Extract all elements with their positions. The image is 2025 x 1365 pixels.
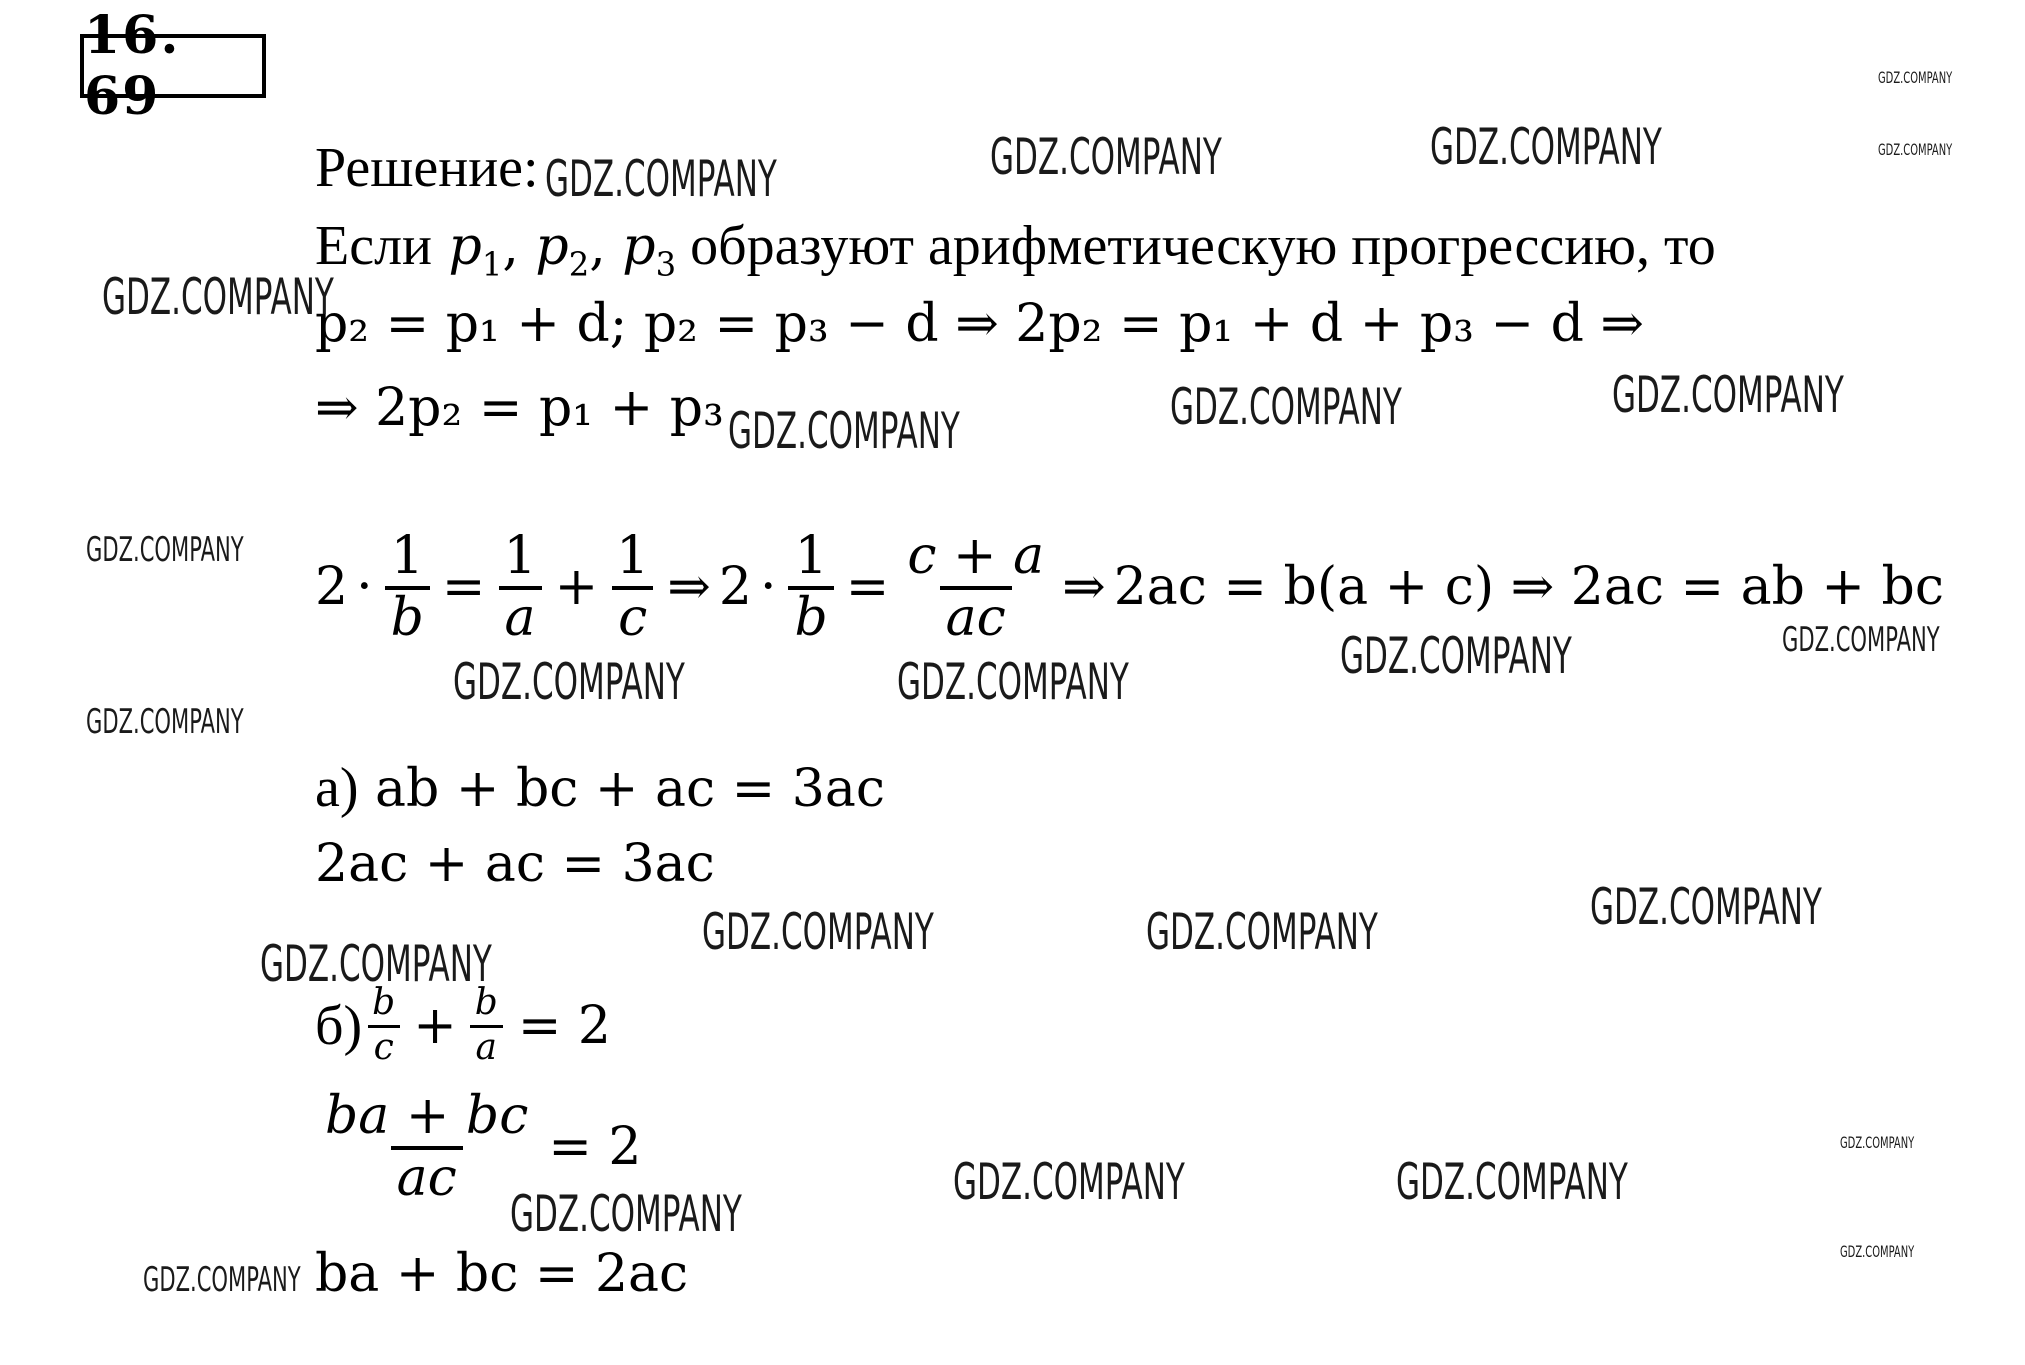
- watermark: GDZ.COMPANY: [1782, 620, 1940, 660]
- watermark: GDZ.COMPANY: [1170, 378, 1402, 436]
- watermark: GDZ.COMPANY: [545, 150, 777, 208]
- part-b-equation-1: б) $\frac{b}{c}$ + $\frac{b}{a}$ = 2: [315, 982, 611, 1068]
- fraction-ba-plus-bc-over-ac: $\frac{ba + bc}{ac}$: [325, 1086, 529, 1208]
- part-b-equation-3: ba + bc = 2ac: [315, 1244, 689, 1304]
- equation-line-3: ⇒ 2p₂ = p₁ + p₃: [315, 378, 724, 438]
- watermark: GDZ.COMPANY: [1590, 878, 1822, 936]
- fraction-c-plus-a-over-ac: $\frac{c + a}{ac}$: [907, 526, 1045, 648]
- watermark: GDZ.COMPANY: [702, 903, 934, 961]
- fraction-1-over-a: $\frac{1}{a}$: [498, 530, 543, 644]
- watermark: GDZ.COMPANY: [1146, 903, 1378, 961]
- watermark: GDZ.COMPANY: [1878, 68, 1953, 87]
- fraction-b-over-c: $\frac{b}{c}$: [366, 985, 401, 1066]
- watermark: GDZ.COMPANY: [86, 530, 244, 570]
- watermark: GDZ.COMPANY: [990, 128, 1222, 186]
- equation-line-4: 2 · $\frac{1}{b}$ = $\frac{1}{a}$ + $\frac{1}{c}$ ⇒ 2 · $\frac{1}{b}$ = $\frac{c + a}{ac}$ ⇒ 2ac = b(a + c) ⇒ 2ac = ab + bc: [315, 526, 1944, 648]
- fraction-1-over-b: $\frac{1}{b}$: [385, 530, 430, 644]
- watermark: GDZ.COMPANY: [1878, 140, 1953, 159]
- watermark: GDZ.COMPANY: [1430, 118, 1662, 176]
- watermark: GDZ.COMPANY: [1840, 1133, 1915, 1152]
- watermark: GDZ.COMPANY: [1612, 366, 1844, 424]
- part-a-equation-2: 2ac + ac = 3ac: [315, 834, 715, 894]
- watermark: GDZ.COMPANY: [143, 1260, 301, 1300]
- problem-number-box: [80, 5, 266, 127]
- watermark: GDZ.COMPANY: [260, 935, 492, 993]
- watermark: GDZ.COMPANY: [453, 653, 685, 711]
- watermark: GDZ.COMPANY: [510, 1185, 742, 1243]
- fraction-1-over-b-2: $\frac{1}{b}$: [788, 530, 833, 644]
- solution-heading: Решение:: [315, 137, 539, 199]
- fraction-b-over-a: $\frac{b}{a}$: [469, 985, 504, 1066]
- problem-number: 16. 69: [84, 5, 181, 127]
- part-b-equation-2: $\frac{ba + bc}{ac}$ = 2: [315, 1090, 642, 1204]
- fraction-1-over-c: $\frac{1}{c}$: [610, 530, 655, 644]
- line-progression-statement: Если $p_1$, $p_2$, $p_3$ образуют арифметическую прогрессию, то: [315, 215, 1716, 284]
- watermark: GDZ.COMPANY: [897, 653, 1129, 711]
- watermark: GDZ.COMPANY: [728, 402, 960, 460]
- watermark: GDZ.COMPANY: [1396, 1153, 1628, 1211]
- watermark: GDZ.COMPANY: [102, 268, 334, 326]
- part-a-equation-1: а) ab + bc + ac = 3ac: [315, 757, 885, 819]
- watermark: GDZ.COMPANY: [953, 1153, 1185, 1211]
- equation-line-2: p₂ = p₁ + d; p₂ = p₃ − d ⇒ 2p₂ = p₁ + d + p₃ − d ⇒: [315, 294, 1644, 354]
- watermark: GDZ.COMPANY: [1840, 1242, 1915, 1261]
- watermark: GDZ.COMPANY: [1340, 627, 1572, 685]
- watermark: GDZ.COMPANY: [86, 702, 244, 742]
